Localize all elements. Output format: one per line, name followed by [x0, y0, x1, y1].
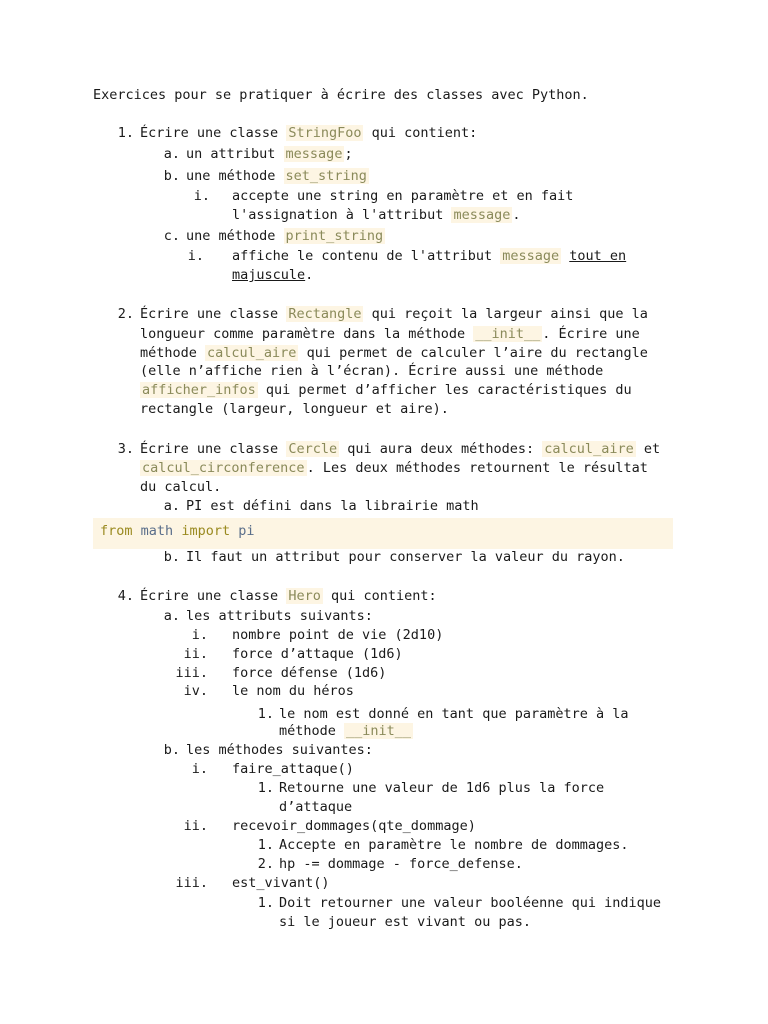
ex4-b-iii-sub-line2: si le joueur est vivant ou pas. — [279, 914, 531, 930]
ex3-l1-post: et — [635, 441, 661, 457]
ex1-b-pre: une méthode — [186, 168, 284, 184]
ex1-b-i-number: i. — [193, 188, 210, 204]
code-module: math — [140, 523, 174, 539]
ex1-b-i-l2-pre: l'assignation à l'attribut — [232, 207, 452, 223]
ex3-line1 — [140, 440, 660, 459]
ex4-b-iii-number: iii. — [175, 875, 208, 891]
ex2-line2 — [140, 325, 640, 344]
ex4-b-ii-sub1-line: Accepte en paramètre le nombre de dommages. — [279, 837, 629, 853]
ex4-a-sub-l2-pre: méthode — [279, 723, 345, 739]
ex4-a-line: les attributs suivants: — [186, 608, 373, 624]
ex1-a-pre: un attribut — [186, 146, 284, 162]
ex3-l1-code2: calcul_aire — [544, 441, 634, 457]
ex1-b-line — [186, 167, 369, 186]
ex1-c-i-l2-underline: majuscule — [232, 267, 306, 283]
ex1-post: qui contient: — [363, 125, 478, 141]
ex1-c-i-line2 — [232, 266, 313, 285]
ex2-l3-pre: méthode — [140, 345, 206, 361]
ex4-line — [140, 587, 437, 606]
ex4-number: 4. — [117, 588, 134, 604]
ex3-b-number: b. — [163, 549, 180, 565]
ex4-b-i-number: i. — [191, 761, 208, 777]
ex4-a-item-number: iv. — [183, 683, 208, 699]
ex1-a-number: a. — [163, 146, 180, 162]
ex1-b-i-line1: accepte une string en paramètre et en fait — [232, 188, 574, 204]
ex4-b-i-sub-number: 1. — [257, 780, 274, 796]
ex1-c-i-l2-post: . — [305, 267, 314, 283]
ex4-a-item: force d’attaque (1d6) — [232, 646, 403, 662]
ex1-number: 1. — [117, 125, 134, 141]
ex1-code: StringFoo — [288, 125, 362, 141]
ex1-c-i-line1 — [232, 247, 626, 266]
ex4-a-item-number: iii. — [175, 665, 208, 681]
ex3-l2-code: calcul_circonference — [142, 460, 305, 476]
ex1-c-pre: une méthode — [186, 228, 284, 244]
ex3-line3: du calcul. — [140, 479, 222, 495]
ex4-b-ii-sub1-number: 1. — [257, 837, 274, 853]
ex1-b-number: b. — [163, 168, 180, 184]
ex4-pre: Écrire une classe — [140, 588, 287, 604]
ex1-c-i-number: i. — [187, 248, 204, 264]
ex2-l2-code: __init__ — [475, 326, 541, 342]
code-keyword-from: from — [100, 523, 133, 539]
ex2-l5-post: qui permet d’afficher les caractéristiques du — [257, 382, 632, 398]
ex4-b-i-sub-line1: Retourne une valeur de 1d6 plus la force — [279, 780, 605, 796]
ex1-c-i-l1-code: message — [502, 248, 560, 264]
ex4-b-number: b. — [163, 742, 180, 758]
ex4-b-ii-line: recevoir_dommages(qte_dommage) — [232, 818, 476, 834]
ex4-b-iii-line: est_vivant() — [232, 875, 330, 891]
ex1-c-i-l1-pre: affiche le contenu de l'attribut — [232, 248, 501, 264]
ex4-a-sub-l2-code: __init__ — [346, 723, 412, 739]
code-keyword-import: import — [181, 523, 231, 539]
ex4-b-ii-number: ii. — [183, 818, 208, 834]
ex4-b-ii-sub2-number: 2. — [257, 856, 274, 872]
ex3-line2 — [140, 459, 648, 478]
ex1-c-i-l1-underline: tout en — [569, 248, 627, 264]
ex1-a-line — [186, 145, 353, 164]
ex4-a-item: le nom du héros — [232, 683, 354, 699]
ex1-pre: Écrire une classe — [140, 125, 287, 141]
ex1-line — [140, 124, 477, 143]
ex3-l1-pre: Écrire une classe — [140, 441, 287, 457]
ex4-a-item-number: ii. — [183, 646, 208, 662]
ex4-a-sub-number: 1. — [257, 706, 274, 722]
ex3-l1-mid: qui aura deux méthodes: — [339, 441, 543, 457]
ex2-line5 — [140, 381, 632, 400]
ex4-a-item: nombre point de vie (2d10) — [232, 627, 444, 643]
ex1-c-code: print_string — [285, 228, 384, 244]
ex2-line4: (elle n’affiche rien à l’écran). Écrire aussi une méthode — [140, 363, 604, 379]
ex2-line1 — [140, 305, 648, 324]
ex4-b-line: les méthodes suivantes: — [186, 742, 373, 758]
ex1-b-i-line2 — [232, 206, 521, 225]
ex4-b-iii-sub-number: 1. — [257, 895, 274, 911]
ex2-l2-post: . Écrire une — [542, 326, 640, 342]
ex2-l1-post: qui reçoit la largeur ainsi que la — [363, 306, 648, 322]
ex2-number: 2. — [117, 306, 134, 322]
ex4-b-i-line: faire_attaque() — [232, 761, 354, 777]
ex2-line3 — [140, 344, 648, 363]
ex4-a-number: a. — [163, 608, 180, 624]
ex4-b-ii-sub2-line: hp -= dommage - force_defense. — [279, 856, 523, 872]
ex1-a-code: message — [285, 146, 343, 162]
ex2-line6: rectangle (largeur, longueur et aire). — [140, 401, 449, 417]
ex4-a-item-number: i. — [191, 627, 208, 643]
ex1-b-code: set_string — [285, 168, 367, 184]
ex1-b-i-l2-code: message — [453, 207, 511, 223]
ex3-b-line: Il faut un attribut pour conserver la valeur du rayon. — [186, 549, 625, 565]
intro-text: Exercices pour se pratiquer à écrire des classes avec Python. — [93, 87, 589, 103]
ex1-b-i-l2-post: . — [512, 207, 521, 223]
ex4-a-sub-line1: le nom est donné en tant que paramètre à la — [279, 706, 629, 722]
ex4-b-iii-sub-line1: Doit retourner une valeur booléenne qui indique — [279, 895, 662, 911]
ex3-a-number: a. — [163, 498, 180, 514]
ex4-a-item: force défense (1d6) — [232, 665, 387, 681]
ex4-code: Hero — [288, 588, 321, 604]
ex2-l1-code: Rectangle — [288, 306, 362, 322]
ex4-b-i-sub-line2: d’attaque — [279, 799, 353, 815]
ex4-a-sub-line2 — [279, 722, 413, 741]
code-block-line — [100, 522, 255, 541]
ex2-l3-post: qui permet de calculer l’aire du rectangle — [298, 345, 648, 361]
ex3-a-line: PI est défini dans la librairie math — [186, 498, 479, 514]
ex3-l1-code: Cercle — [288, 441, 338, 457]
ex2-l3-code: calcul_aire — [207, 345, 297, 361]
ex2-l2-pre: longueur comme paramètre dans la méthode — [140, 326, 474, 342]
ex1-c-line — [186, 227, 385, 246]
ex3-l2-post: . Les deux méthodes retournent le résultat — [306, 460, 648, 476]
ex2-l1-pre: Écrire une classe — [140, 306, 287, 322]
ex4-post: qui contient: — [322, 588, 437, 604]
ex1-a-post: ; — [344, 146, 353, 162]
ex2-l5-code: afficher_infos — [142, 382, 256, 398]
code-name: pi — [238, 523, 255, 539]
ex1-c-number: c. — [163, 228, 180, 244]
ex3-number: 3. — [117, 441, 134, 457]
